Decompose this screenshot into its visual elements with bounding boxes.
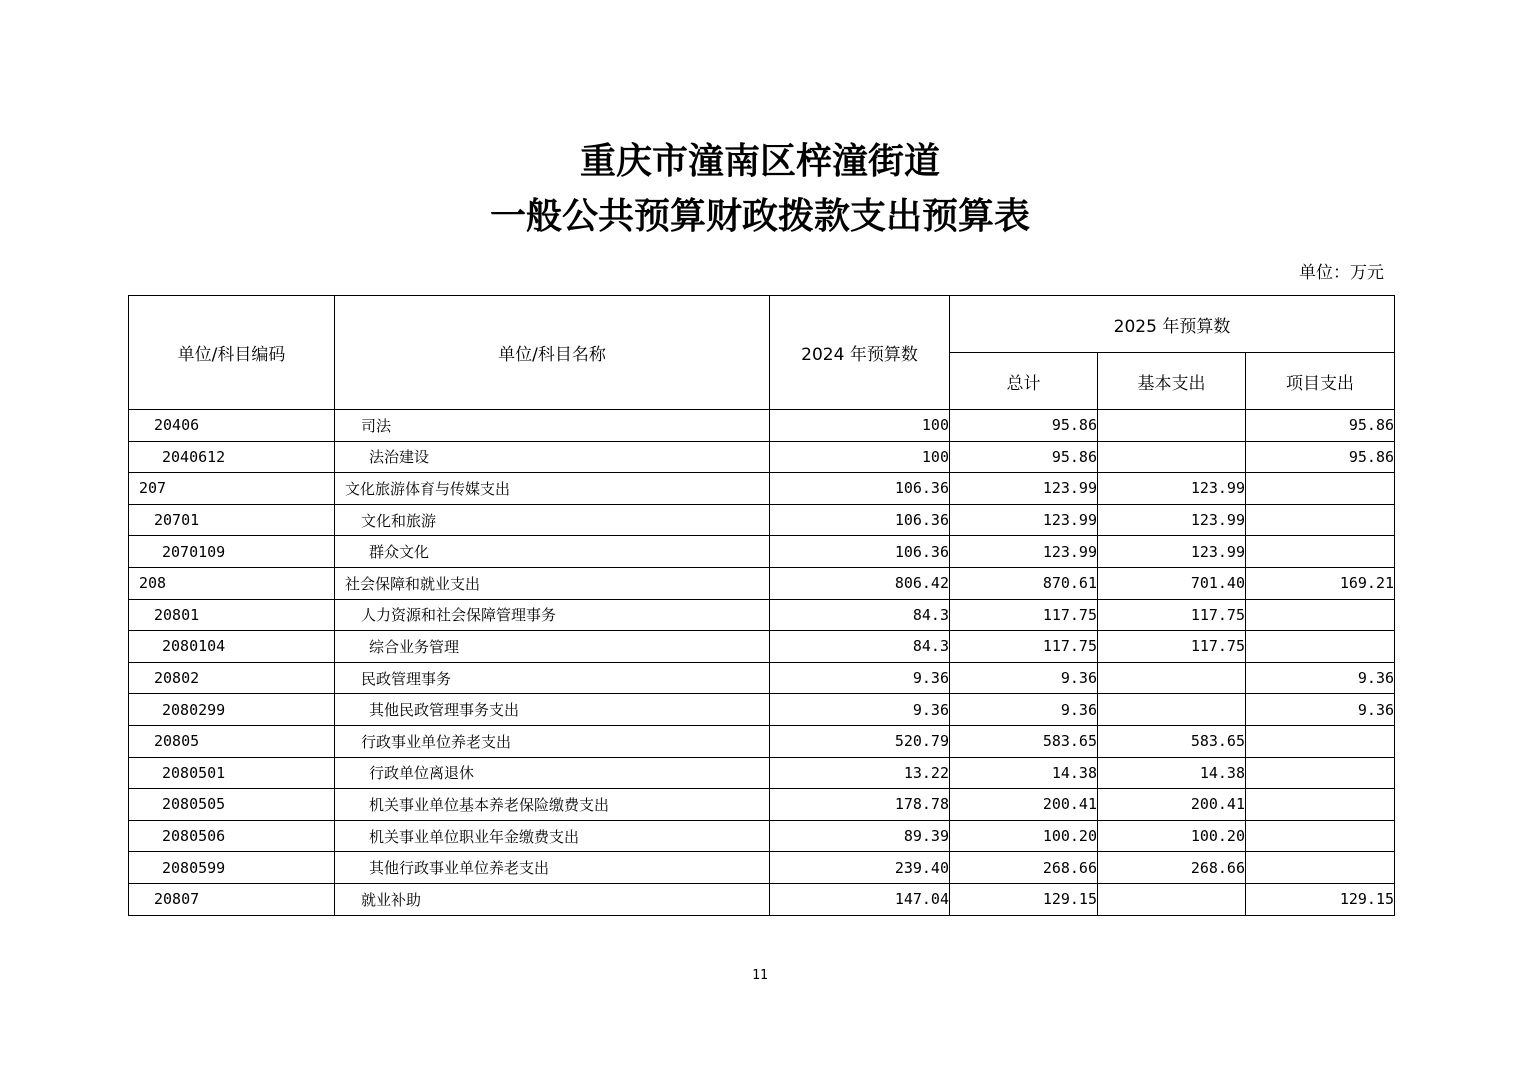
table-row xyxy=(129,789,1395,821)
row-basic-cell: 117.75 xyxy=(1098,599,1246,631)
header-budget-2024: 2024 年预算数 xyxy=(770,296,950,410)
row-total-cell: 95.86 xyxy=(950,441,1098,473)
row-basic-cell xyxy=(1098,694,1246,726)
row-project-cell xyxy=(1246,504,1395,536)
row-project-cell xyxy=(1246,820,1395,852)
budget-table xyxy=(128,295,1395,916)
row-name-cell: 机关事业单位基本养老保险缴费支出 xyxy=(335,789,770,821)
page-number: 11 xyxy=(752,968,768,983)
row-basic-cell xyxy=(1098,883,1246,915)
row-budget-2024-cell: 100 xyxy=(770,441,950,473)
table-row xyxy=(129,883,1395,915)
row-basic-cell: 123.99 xyxy=(1098,473,1246,505)
row-basic-cell: 123.99 xyxy=(1098,504,1246,536)
row-total-cell: 117.75 xyxy=(950,599,1098,631)
row-budget-2024-cell: 106.36 xyxy=(770,536,950,568)
row-project-cell: 9.36 xyxy=(1246,662,1395,694)
row-project-cell: 169.21 xyxy=(1246,567,1395,599)
table-row xyxy=(129,599,1395,631)
row-budget-2024-cell: 520.79 xyxy=(770,725,950,757)
row-total-cell: 14.38 xyxy=(950,757,1098,789)
row-project-cell: 95.86 xyxy=(1246,410,1395,442)
row-code-cell: 2040612 xyxy=(129,441,335,473)
row-budget-2024-cell: 84.3 xyxy=(770,631,950,663)
row-name-cell: 群众文化 xyxy=(335,536,770,568)
table-row xyxy=(129,567,1395,599)
row-code-cell: 2080299 xyxy=(129,694,335,726)
header-code: 单位/科目编码 xyxy=(129,296,335,410)
row-code-cell: 20805 xyxy=(129,725,335,757)
row-budget-2024-cell: 106.36 xyxy=(770,473,950,505)
row-project-cell xyxy=(1246,536,1395,568)
row-code-cell: 2080501 xyxy=(129,757,335,789)
row-basic-cell: 14.38 xyxy=(1098,757,1246,789)
row-budget-2024-cell: 84.3 xyxy=(770,599,950,631)
row-basic-cell: 117.75 xyxy=(1098,631,1246,663)
row-total-cell: 95.86 xyxy=(950,410,1098,442)
table-row xyxy=(129,820,1395,852)
row-total-cell: 9.36 xyxy=(950,694,1098,726)
table-row xyxy=(129,852,1395,884)
row-name-cell: 文化旅游体育与传媒支出 xyxy=(335,473,770,505)
table-row xyxy=(129,410,1395,442)
row-basic-cell xyxy=(1098,441,1246,473)
row-name-cell: 人力资源和社会保障管理事务 xyxy=(335,599,770,631)
row-name-cell: 文化和旅游 xyxy=(335,504,770,536)
row-name-cell: 机关事业单位职业年金缴费支出 xyxy=(335,820,770,852)
header-total: 总计 xyxy=(950,353,1098,410)
row-basic-cell xyxy=(1098,662,1246,694)
row-code-cell: 20406 xyxy=(129,410,335,442)
row-code-cell: 20802 xyxy=(129,662,335,694)
row-basic-cell xyxy=(1098,410,1246,442)
row-budget-2024-cell: 806.42 xyxy=(770,567,950,599)
row-code-cell: 20701 xyxy=(129,504,335,536)
table-row xyxy=(129,536,1395,568)
table-body xyxy=(129,410,1395,916)
row-project-cell xyxy=(1246,789,1395,821)
row-project-cell xyxy=(1246,473,1395,505)
row-budget-2024-cell: 13.22 xyxy=(770,757,950,789)
row-name-cell: 就业补助 xyxy=(335,883,770,915)
row-total-cell: 123.99 xyxy=(950,504,1098,536)
row-code-cell: 2070109 xyxy=(129,536,335,568)
row-name-cell: 行政单位离退休 xyxy=(335,757,770,789)
row-total-cell: 100.20 xyxy=(950,820,1098,852)
row-total-cell: 268.66 xyxy=(950,852,1098,884)
row-total-cell: 583.65 xyxy=(950,725,1098,757)
row-code-cell: 208 xyxy=(129,567,335,599)
row-project-cell: 129.15 xyxy=(1246,883,1395,915)
row-basic-cell: 268.66 xyxy=(1098,852,1246,884)
row-project-cell xyxy=(1246,599,1395,631)
table-row xyxy=(129,662,1395,694)
row-budget-2024-cell: 89.39 xyxy=(770,820,950,852)
header-project: 项目支出 xyxy=(1246,353,1395,410)
document-title-line2: 一般公共预算财政拨款支出预算表 xyxy=(489,195,1030,237)
header-basic: 基本支出 xyxy=(1098,353,1246,410)
table-row xyxy=(129,631,1395,663)
row-total-cell: 870.61 xyxy=(950,567,1098,599)
row-total-cell: 117.75 xyxy=(950,631,1098,663)
row-name-cell: 社会保障和就业支出 xyxy=(335,567,770,599)
row-total-cell: 123.99 xyxy=(950,536,1098,568)
row-project-cell xyxy=(1246,757,1395,789)
unit-label: 单位：万元 xyxy=(1299,263,1384,283)
row-basic-cell: 200.41 xyxy=(1098,789,1246,821)
row-budget-2024-cell: 9.36 xyxy=(770,694,950,726)
row-code-cell: 20807 xyxy=(129,883,335,915)
row-code-cell: 2080505 xyxy=(129,789,335,821)
row-budget-2024-cell: 178.78 xyxy=(770,789,950,821)
row-name-cell: 其他行政事业单位养老支出 xyxy=(335,852,770,884)
row-name-cell: 行政事业单位养老支出 xyxy=(335,725,770,757)
document-title-line1: 重庆市潼南区梓潼街道 xyxy=(579,140,940,182)
row-name-cell: 法治建设 xyxy=(335,441,770,473)
row-project-cell xyxy=(1246,852,1395,884)
row-project-cell: 9.36 xyxy=(1246,694,1395,726)
row-name-cell: 民政管理事务 xyxy=(335,662,770,694)
row-budget-2024-cell: 239.40 xyxy=(770,852,950,884)
row-basic-cell: 583.65 xyxy=(1098,725,1246,757)
table-row xyxy=(129,757,1395,789)
row-code-cell: 2080599 xyxy=(129,852,335,884)
row-budget-2024-cell: 147.04 xyxy=(770,883,950,915)
row-total-cell: 9.36 xyxy=(950,662,1098,694)
table-row xyxy=(129,504,1395,536)
row-code-cell: 20801 xyxy=(129,599,335,631)
row-total-cell: 200.41 xyxy=(950,789,1098,821)
row-code-cell: 2080104 xyxy=(129,631,335,663)
row-project-cell xyxy=(1246,631,1395,663)
table-row xyxy=(129,725,1395,757)
row-code-cell: 207 xyxy=(129,473,335,505)
row-basic-cell: 701.40 xyxy=(1098,567,1246,599)
row-code-cell: 2080506 xyxy=(129,820,335,852)
table-row xyxy=(129,441,1395,473)
table-row xyxy=(129,694,1395,726)
header-name: 单位/科目名称 xyxy=(335,296,770,410)
row-name-cell: 其他民政管理事务支出 xyxy=(335,694,770,726)
row-project-cell: 95.86 xyxy=(1246,441,1395,473)
row-name-cell: 综合业务管理 xyxy=(335,631,770,663)
row-project-cell xyxy=(1246,725,1395,757)
row-budget-2024-cell: 106.36 xyxy=(770,504,950,536)
row-basic-cell: 100.20 xyxy=(1098,820,1246,852)
row-budget-2024-cell: 9.36 xyxy=(770,662,950,694)
row-total-cell: 123.99 xyxy=(950,473,1098,505)
header-budget-2025: 2025 年预算数 xyxy=(950,296,1395,353)
row-basic-cell: 123.99 xyxy=(1098,536,1246,568)
table-row xyxy=(129,473,1395,505)
row-name-cell: 司法 xyxy=(335,410,770,442)
row-budget-2024-cell: 100 xyxy=(770,410,950,442)
row-total-cell: 129.15 xyxy=(950,883,1098,915)
